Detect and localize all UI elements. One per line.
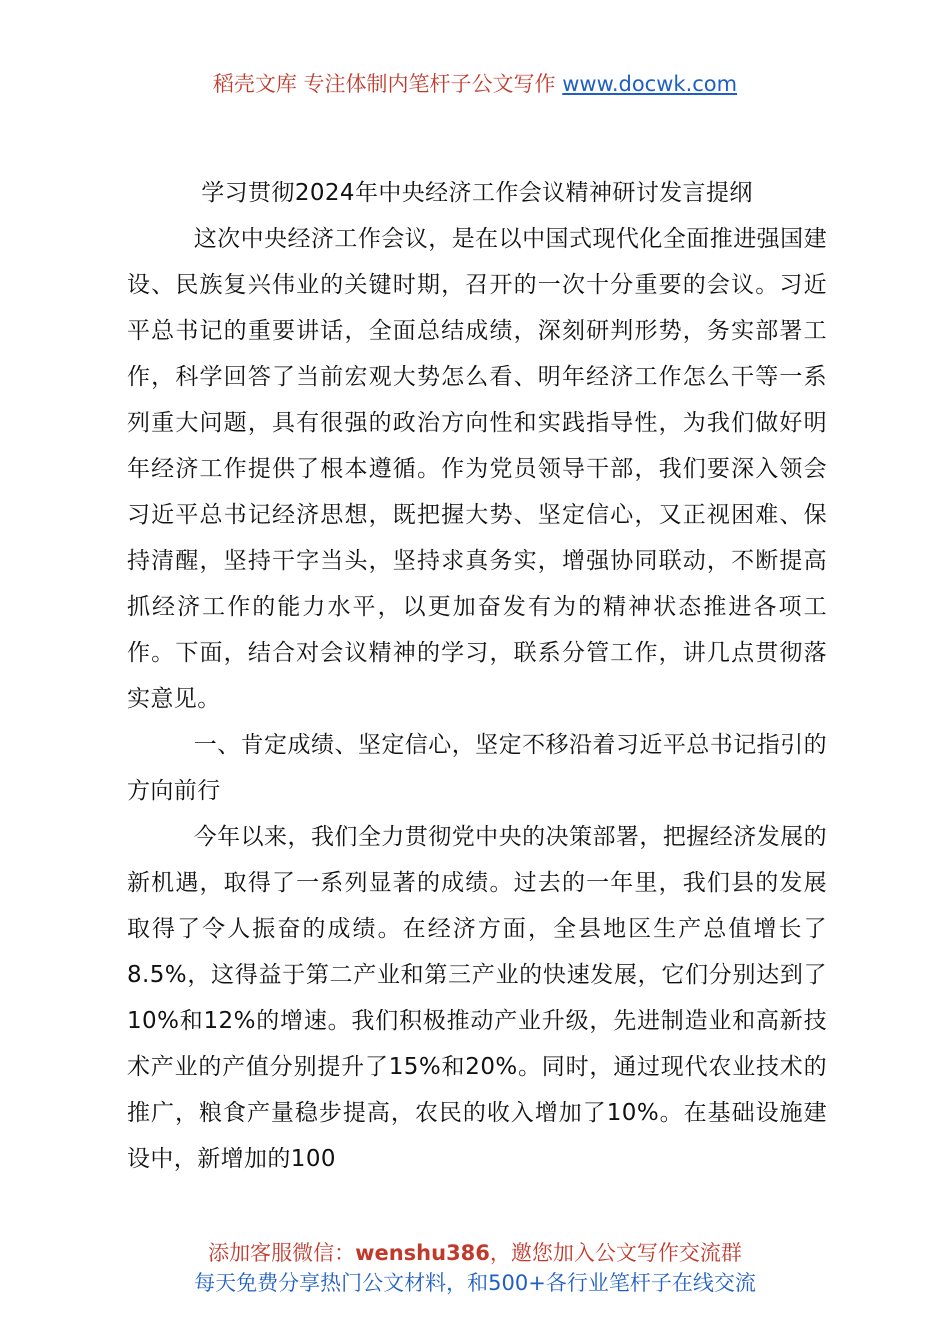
document-title: 学习贯彻2024年中央经济工作会议精神研讨发言提纲 — [201, 180, 753, 206]
header-site-link[interactable]: www.docwk.com — [562, 72, 738, 96]
footer-contact-suffix: ，邀您加入公文写作交流群 — [489, 1241, 742, 1265]
footer-contact-prefix: 添加客服微信： — [208, 1241, 356, 1265]
page-footer — [0, 1238, 950, 1298]
page-header — [0, 70, 950, 98]
footer-contact-line — [0, 1238, 950, 1268]
section-heading-1: 一、肯定成绩、坚定信心，坚定不移沿着习近平总书记指引的方向前行 — [127, 732, 827, 804]
footer-wechat-id: wenshu386 — [355, 1241, 490, 1265]
intro-paragraph: 这次中央经济工作会议，是在以中国式现代化全面推进强国建设、民族复兴伟业的关键时期，召开的一次十分重要的会议。习近平总书记的重要讲话，全面总结成绩，深刻研判形势，务实部署工作，科学回答了当前宏观大势怎么看、明年经济工作怎么干等一系列重大问题，具有很强的政治方向性和实践指导性，为我们做好明年经济工作提供了根本遵循。作为党员领导干部，我们要深入领会习近平总书记经济思想，既把握大势、坚定信心，又正视困难、保持清醒，坚持干字当头，坚持求真务实，增强协同联动，不断提高抓经济工作的能力水平，以更加奋发有为的精神状态推进各项工作。下面，结合对会议精神的学习，联系分管工作，讲几点贯彻落实意见。 — [127, 226, 827, 712]
header-brand-text: 稻壳文库 专注体制内笔杆子公文写作 — [212, 72, 563, 96]
footer-promo-line: 每天免费分享热门公文材料，和500+各行业笔杆子在线交流 — [194, 1271, 756, 1295]
document-body — [127, 170, 827, 1182]
body-paragraph: 今年以来，我们全力贯彻党中央的决策部署，把握经济发展的新机遇，取得了一系列显著的成绩。过去的一年里，我们县的发展取得了令人振奋的成绩。在经济方面，全县地区生产总值增长了8.5%，这得益于第二产业和第三产业的快速发展，它们分别达到了10%和12%的增速。我们积极推动产业升级，先进制造业和高新技术产业的产值分别提升了15%和20%。同时，通过现代农业技术的推广，粮食产量稳步提高，农民的收入增加了10%。在基础设施建设中，新增加的100 — [127, 824, 827, 1172]
